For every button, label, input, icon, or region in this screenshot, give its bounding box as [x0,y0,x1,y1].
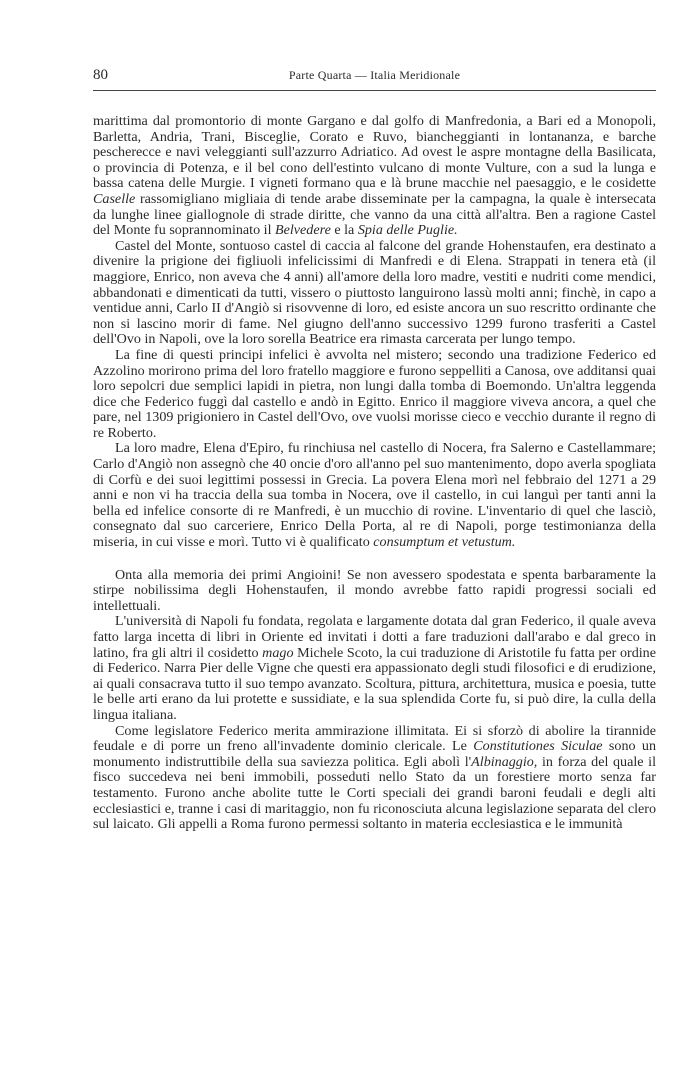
italic-term-constitutiones: Constitutiones Siculae [473,738,603,755]
paragraph-castel-prison: Castel del Monte, sontuoso castel di caccia al falcone del grande Hohenstaufen, era destinato a divenire la prigione dei figliuoli infelicissimi di Manfredi e di Elena. Strappati in tenera età (il maggiore, Enrico, non aveva che 4 anni) all'amore della loro madre, vestiti e nudriti come mendici, abbandonati e dimenticati da tutti, vissero o piuttosto languirono lassù molti anni; finchè, in capo a ventidue anni, Carlo II d'Angiò si risovvenne di loro, ed esiste ancora un suo rescritto ordinante che non si lascino morir di fame. Nel giugno dell'anno successivo 1299 furono trasferiti a Castel dell'Ovo in Napoli, ove la loro sorella Beatrice era rimasta carcerata per lungo tempo. [93,237,656,348]
text-run: marittima dal promontorio di monte Gargano e dal golfo di Manfredonia, a Bari ed a Monopoli, Barletta, Andria, Trani, Bisceglie, Corato e Ruvo, biancheggianti in lontananza, e barche pescherecce e navi veleggianti sull'azzurro Adriatico. Ad ovest le aspre montagne della Basilicata, o provincia di Potenza, e il bel cono dell'estinto vulcano di monte Vulture, con a sud la lunga e bassa catena delle Murgie. I vigneti formano qua e là brune macchie nel paesaggio, e le cosidette [93,113,656,192]
text-run: sono un monumento indistruttibile della sua saviezza politica. Egli abolì l' [93,738,656,770]
header-rule [93,90,656,91]
page-number: 80 [93,67,108,83]
paragraph-legislator [93,724,656,833]
running-title: Parte Quarta — Italia Meridionale [288,68,461,82]
page-header [93,66,656,84]
italic-term-albinaggio: Albinaggio, [471,753,538,770]
text-run: Come legislatore Federico merita ammirazione illimitata. Ei si sforzò di abolire la tirannide feudale e di porre un freno all'invadente dominio clericale. Le [93,722,656,755]
paragraph-princes-fate: La fine di questi principi infelici è avvolta nel mistero; secondo una tradizione Federico ed Azzolino morirono prima del loro fratello maggiore e furono seppelliti a Canosa, ove additansi quai loro sepolcri due semplici lapidi in pietra, non lungi dalla tomba di Boemondo. Un'altra leggenda dice che Federico fuggì dal castello e andò in Egitto. Enrico il maggiore viveva ancora, a quel che pare, nel 1309 prigioniero in Castel dell'Ovo, ove vuolsi morisse cieco e vecchio durante il regno di re Roberto. [93,346,656,441]
text-run: rassomigliano migliaia di tende arabe disseminate per la campagna, la quale è intersecata da lunghe linee giallognole di strade diritte, che vanno da una città all'altra. Ben a ragione Castel del Monte fu soprannominato il [93,190,656,239]
text-run: La loro madre, Elena d'Epiro, fu rinchiusa nel castello di Nocera, fra Salerno e Castellammare; Carlo d'Angiò non assegnò che 40 oncie d'oro all'anno pel suo mantenimento, dopo averla spogliata di Corfù e dei suoi legittimi possessi in Grecia. La povera Elena morì nel febbraio del 1271 a 29 anni e non vi ha traccia della sua tomba in Nocera, ove il castello, in cui languì per tanti anni la bella ed infelice consorte di re Manfredi, è un mucchio di rovine. L'inventario di quel che lasciò, consegnato dal suo carceriere, Enrico Della Porta, al re di Napoli, porge testimonianza della miseria, in cui visse e morì. Tutto vi è qualificato [93,440,656,551]
body-text [93,114,656,833]
paragraph-elena [93,441,656,550]
text-run: in forza del quale il fisco succedeva nei beni immobili, posseduti nello Stato da un forestiere morto senza far testamento. Furono anche abolite tutte le Corti speciali dei grandi baroni feudali e degli alti ecclesiastici e, tranne i casi di maritaggio, non fu riconosciuta alcuna legislazione separata del clero sul laicato. Gli appelli a Roma furono permessi soltanto in materia ecclesiastica e le immunità [93,753,656,833]
italic-term-belvedere: Belvedere [275,222,331,239]
italic-term-spia: Spia delle Puglie. [357,222,458,239]
text-run: Michele Scoto, la cui traduzione di Aristotile fu fatta per ordine di Federico. Narra Pier delle Vigne che questi era appassionato degli studi filosofici e di erudizione, ai quali consacrava tutto il suo tempo avanzato. Scoltura, pittura, architettura, musica e poesia, tutte le belle arti erano da lui protette e sussidiate, e la sua splendida Corte fu, si può dire, la culla della lingua italiana. [93,644,656,723]
paragraph-university [93,614,656,723]
paragraph-angioini: Onta alla memoria dei primi Angioini! Se non avessero spodestata e spenta barbaramente la stirpe nobilissima degli Hohenstaufen, il mondo avrebbe fatto rapidi progressi sociali ed intellettuali. [93,566,656,614]
text-run: L'università di Napoli fu fondata, regolata e largamente dotata dal gran Federico, il quale aveva fatto larga incetta di libri in Oriente ed invitati i dotti a fare traduzioni dall'arabo e dal greco in latino, fra gli altri il cosidetto [93,613,656,661]
paragraph-castel-view [93,114,656,239]
text-run: e la [330,222,358,239]
italic-term-caselle: Caselle [93,190,136,207]
italic-phrase-consumptum: consumptum et vetustum. [373,534,516,551]
section-break [93,551,656,568]
italic-term-mago: mago [262,644,294,661]
